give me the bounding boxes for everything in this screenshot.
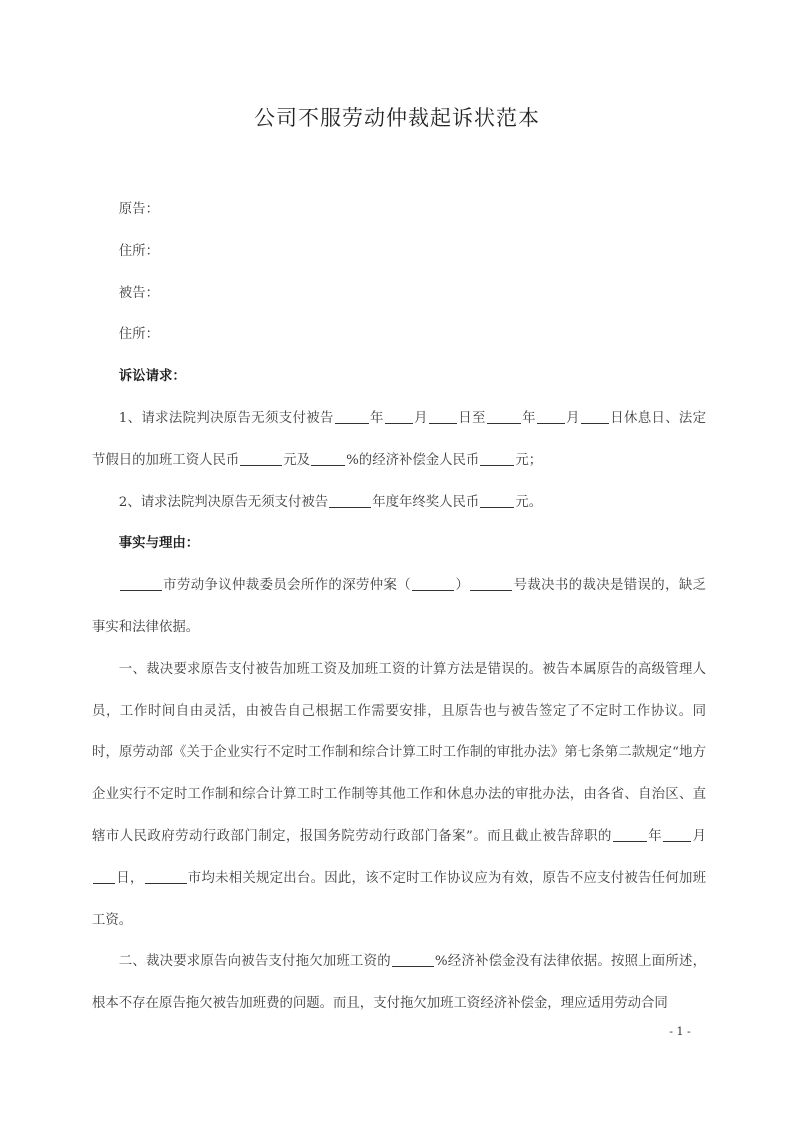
facts-1-text: 号裁决书的裁决是错误的，缺乏事实和法律依据。 xyxy=(92,578,707,635)
facts-1-text: 市劳动争议仲裁委员会所作的深劳仲案（ xyxy=(162,578,412,594)
facts-2-text: 一、裁决要求原告支付被告加班工资及加班工资的计算方法是错误的。被告本属原告的高级管理人员，工作时间自由灵活，由被告自己根据工作需要安排，且原告也与被告签定了不定时工作协议。同时，原劳动部《关于企业实行不定时工作制和综合计算工时工作制的审批办法》第七条第二款规定“地方企业实行不定时工作制和综合计算工时工作制等其他工作和休息办法的审批办法，由各省、自治区、直辖市人民政府劳动行政部门制定，报国务院劳动行政部门备案”。而且截止被告辞职的 xyxy=(92,661,706,844)
blank-field xyxy=(581,410,609,424)
defendant-address-line xyxy=(92,314,706,356)
claim-1-text: 年 xyxy=(521,410,536,426)
page-number: - 1 - xyxy=(669,1025,691,1038)
facts-2-text: 市均未相关规定出台。因此，该不定时工作协议应为有效，原告不应支付被告任何加班工资。 xyxy=(92,870,707,928)
blank-field xyxy=(335,410,369,424)
facts-paragraph-3 xyxy=(92,941,706,1025)
blank-field xyxy=(429,410,457,424)
blank-field xyxy=(480,451,514,465)
facts-3-text: 二、裁决要求原告向被告支付拖欠加班工资的 xyxy=(118,954,391,970)
blank-field xyxy=(145,869,187,883)
facts-2-text: 年 xyxy=(647,828,663,844)
claim-1-text: %的经济补偿金人民币 xyxy=(346,452,480,468)
facts-2-text: 月 xyxy=(692,828,707,844)
blank-field xyxy=(613,828,647,842)
facts-1-text: ） xyxy=(455,578,470,594)
blank-field xyxy=(480,493,514,507)
claim-1-text: 元及 xyxy=(283,452,311,468)
claim-2-text: 元。 xyxy=(515,494,543,510)
plaintiff-line xyxy=(92,189,706,231)
claim-1-text: 月 xyxy=(413,410,428,426)
claim-item-1 xyxy=(92,398,706,482)
blank-field xyxy=(385,410,413,424)
blank-field xyxy=(240,451,282,465)
blank-field xyxy=(392,953,434,967)
plaintiff-address-line xyxy=(92,231,706,273)
plaintiff-address-label: 住所： xyxy=(118,243,159,259)
facts-2-text: 日， xyxy=(116,870,144,886)
blank-field xyxy=(329,493,371,507)
claim-1-text: 元； xyxy=(515,452,543,468)
claim-1-text: 1、请求法院判决原告无须支付被告 xyxy=(118,410,334,426)
facts-3-text: %经济补偿金没有法律依据。按照上面所述，根本不存在原告拖欠被告加班费的问题。而且，支付拖欠加班工资经济补偿金，理应适用劳动合同 xyxy=(92,954,706,1012)
document-title: 公司不服劳动仲裁起诉状范本 xyxy=(254,106,540,130)
claim-item-2 xyxy=(92,482,706,524)
defendant-address-label: 住所： xyxy=(118,327,159,343)
blank-field xyxy=(470,577,512,591)
facts-heading: 事实与理由： xyxy=(118,535,200,552)
blank-field xyxy=(663,828,691,842)
claim-2-text: 年度年终奖人民币 xyxy=(372,494,480,510)
facts-paragraph-2 xyxy=(92,649,706,942)
plaintiff-label: 原告： xyxy=(118,202,159,217)
defendant-label: 被告： xyxy=(118,285,159,301)
document-body xyxy=(92,189,706,1025)
claims-heading: 诉讼请求： xyxy=(118,368,186,385)
claim-1-text: 月 xyxy=(565,410,580,426)
claim-1-text: 日至 xyxy=(457,410,486,426)
blank-field xyxy=(487,410,521,424)
blank-field xyxy=(537,410,565,424)
claim-1-text: 年 xyxy=(369,410,384,426)
blank-field xyxy=(311,451,345,465)
facts-paragraph-1 xyxy=(92,565,706,649)
claim-2-text: 2、请求法院判决原告无须支付被告 xyxy=(118,494,329,510)
blank-field xyxy=(93,869,115,883)
defendant-line xyxy=(92,273,706,315)
blank-field xyxy=(412,577,454,591)
blank-field xyxy=(120,577,162,591)
claim-1-text: 日休息日、法定节假日的加班工资人民币 xyxy=(92,410,707,468)
